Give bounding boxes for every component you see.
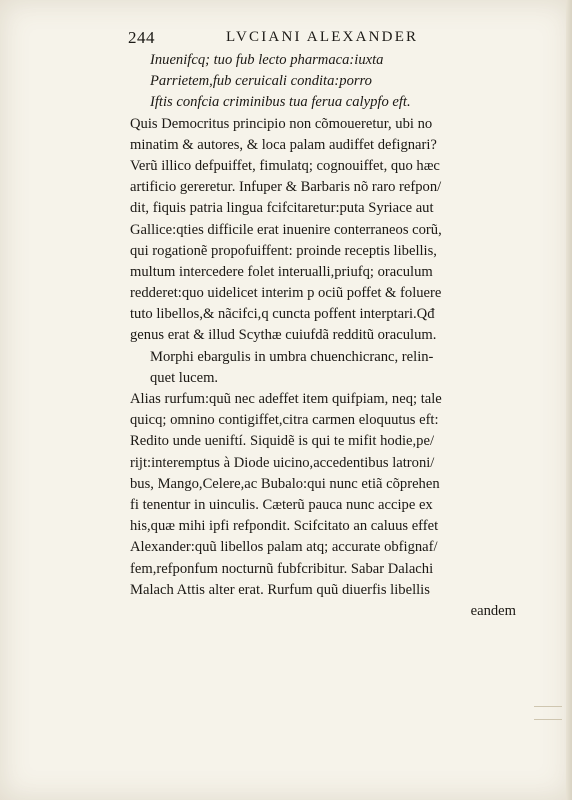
text-line: his,quæ mihi ipfi refpondit. Scifcitato an caluus effet — [130, 518, 439, 535]
text-line: genus erat & illud Scythæ cuiufdã redditũ oraculum. — [130, 327, 437, 344]
text-line: tuto libellos,& nãcifci,q cuncta poffent interptari.Qđ — [130, 306, 435, 323]
text-line: Malach Attis alter erat. Rurfum quũ diuerfis libellis — [130, 581, 430, 598]
page-edge-mark — [534, 706, 562, 720]
text-line: Morphi ebargulis in umbra chuenchicranc, relin- — [150, 348, 434, 365]
text-line: Gallice:qties difficile erat inuenire conterraneos corũ, — [130, 221, 442, 238]
running-head: LVCIANI ALEXANDER — [226, 29, 419, 45]
text-line: quicq; omnino contigiffet,citra carmen eloquutus eft: — [130, 412, 439, 429]
page-number: 244 — [128, 28, 155, 47]
page-header — [128, 28, 548, 48]
text-line: multum intercedere folet interualli,priufq; oraculum — [130, 263, 433, 280]
text-line: Alexander:quũ libellos palam atq; accurate obfignaf/ — [130, 539, 438, 556]
text-line: rijt:interemptus à Diode uicino,accedentibus latroni/ — [130, 454, 435, 471]
page-edge — [566, 0, 572, 800]
text-line: fi tenentur in uinculis. Cæterũ pauca nunc accipe ex — [130, 496, 433, 513]
text-line: Alias rurfum:quũ nec adeffet item quifpiam, neq; tale — [130, 391, 442, 407]
text-line: minatim & autores, & loca palam audiffet defignari? — [130, 136, 437, 153]
catchword: eandem — [470, 602, 516, 619]
text-line: Quis Democritus principio non cõmoueretur, ubi no — [130, 115, 433, 132]
text-line: Iftis confcia criminibus tua ferua calypfo eft. — [150, 94, 411, 111]
text-line: qui rogationẽ propofuiffent: proinde receptis libellis, — [130, 242, 437, 259]
text-line: redderet:quo uidelicet interim p ociũ poffet & foluere — [130, 285, 442, 302]
text-line: Redito unde ueniftí. Siquidẽ is qui te mifit hodie,pe/ — [130, 433, 434, 450]
text-line: artificio gereretur. Infuper & Barbaris nõ raro refpon/ — [130, 179, 442, 196]
text-line: fem,refponfum nocturnũ fubfcribitur. Sabar Dalachi — [130, 560, 434, 577]
text-block — [130, 50, 520, 622]
text-line: Inuenifcq; tuo fub lecto pharmaca:iuxta — [150, 52, 384, 68]
text-line: quet lucem. — [150, 369, 219, 386]
text-line: dit, fiquis patria lingua fcifcitaretur:puta Syriace aut — [130, 200, 434, 217]
text-line: bus, Mango,Celere,ac Bubalo:qui nunc etiã cõprehen — [130, 475, 440, 492]
text-line: Parrietem,fub ceruicali condita:porro — [150, 73, 372, 90]
text-line: Verũ illico defpuiffet, fimulatq; cognouiffet, quo hæc — [130, 157, 440, 174]
